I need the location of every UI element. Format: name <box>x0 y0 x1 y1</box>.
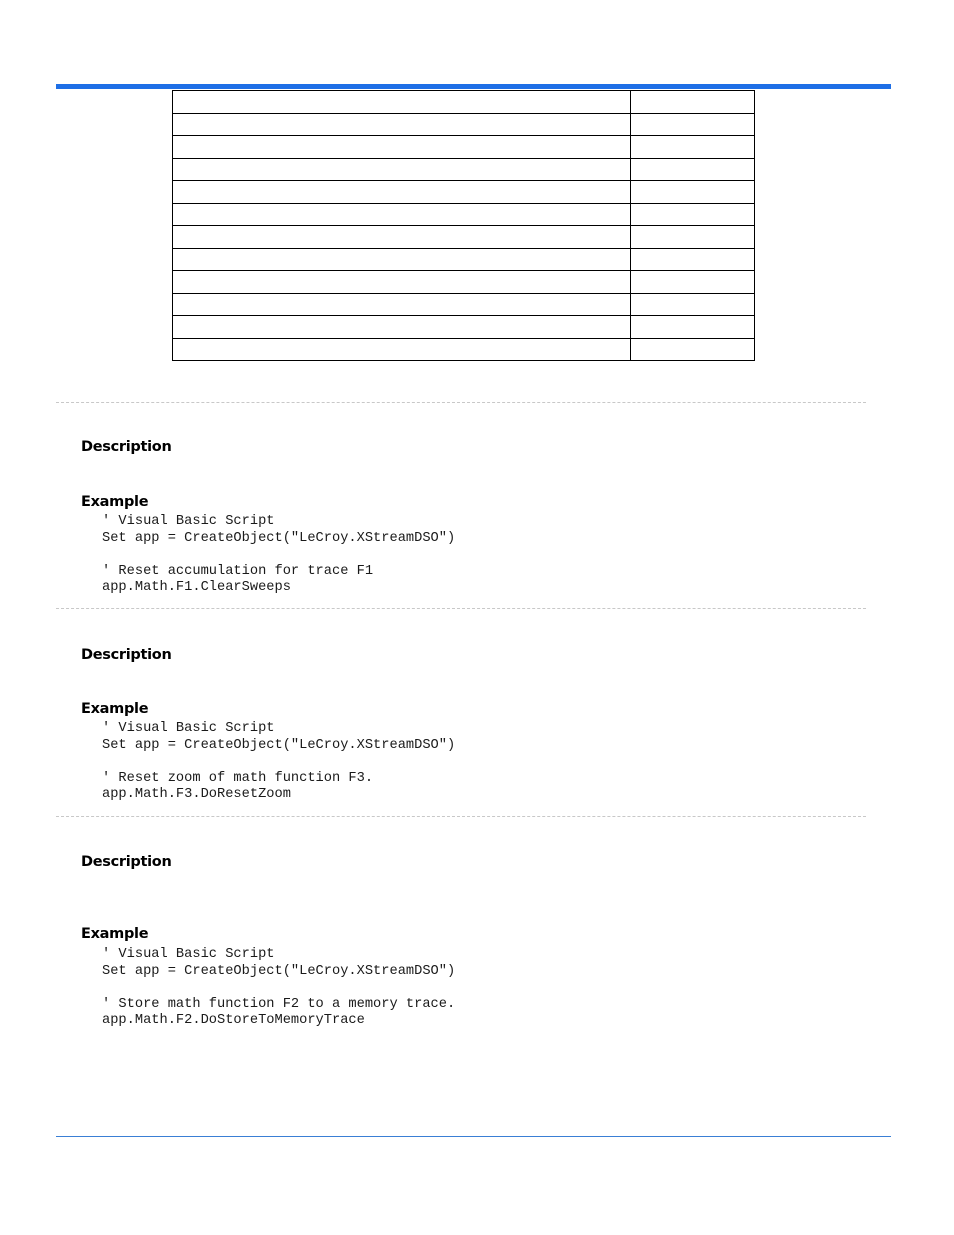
table-cell <box>173 136 631 159</box>
table-cell <box>631 136 755 159</box>
code-comment: ' Store math function F2 to a memory trace. <box>102 996 456 1012</box>
code-blank-line <box>102 754 455 771</box>
table-cell <box>173 293 631 316</box>
example-heading: Example <box>81 494 149 510</box>
table-row <box>173 271 755 294</box>
example-heading: Example <box>81 701 149 717</box>
description-heading: Description <box>81 439 172 455</box>
code-comment: ' Reset accumulation for trace F1 <box>102 563 374 579</box>
table-cell <box>631 158 755 181</box>
code-line: app.Math.F1.ClearSweeps <box>102 580 291 595</box>
code-comment: ' Visual Basic Script <box>102 514 275 529</box>
code-line: Set app = CreateObject("LeCroy.XStreamDSO") <box>102 963 456 979</box>
table-cell <box>631 181 755 204</box>
table-cell <box>631 271 755 294</box>
section-separator <box>56 608 866 609</box>
description-heading: Description <box>81 647 172 663</box>
table-cell <box>173 158 631 181</box>
table-row <box>173 248 755 271</box>
code-example <box>102 514 455 597</box>
section-separator <box>56 816 866 817</box>
table-row <box>173 203 755 226</box>
table-row <box>173 226 755 249</box>
code-example <box>102 721 455 804</box>
table-cell <box>173 248 631 271</box>
table-row <box>173 113 755 136</box>
table-cell <box>173 226 631 249</box>
table-row <box>173 158 755 181</box>
table-cell <box>173 91 631 114</box>
code-line: Set app = CreateObject("LeCroy.XStreamDSO") <box>102 530 456 546</box>
code-line: app.Math.F2.DoStoreToMemoryTrace <box>102 1013 365 1028</box>
code-blank-line <box>102 980 455 997</box>
table-row <box>173 136 755 159</box>
table-row <box>173 338 755 361</box>
table-row <box>173 316 755 339</box>
example-heading: Example <box>81 926 149 942</box>
table-row <box>173 91 755 114</box>
table-cell <box>631 203 755 226</box>
table-cell <box>631 248 755 271</box>
table-row <box>173 293 755 316</box>
code-line: app.Math.F3.DoResetZoom <box>102 787 291 802</box>
code-blank-line <box>102 547 455 564</box>
table-cell <box>631 316 755 339</box>
table-row <box>173 181 755 204</box>
table-cell <box>631 338 755 361</box>
footer-rule <box>56 1136 891 1137</box>
code-comment: ' Visual Basic Script <box>102 721 275 736</box>
table-cell <box>173 181 631 204</box>
table-cell <box>631 293 755 316</box>
table-cell <box>631 91 755 114</box>
data-table <box>172 90 755 361</box>
table-cell <box>173 271 631 294</box>
code-comment: ' Visual Basic Script <box>102 947 275 962</box>
section-separator <box>56 402 866 403</box>
table-cell <box>631 113 755 136</box>
code-comment: ' Reset zoom of math function F3. <box>102 770 374 786</box>
table-cell <box>173 203 631 226</box>
description-heading: Description <box>81 854 172 870</box>
table-cell <box>173 316 631 339</box>
header-bar <box>56 84 891 89</box>
code-example <box>102 947 455 1030</box>
table-cell <box>631 226 755 249</box>
table-cell <box>173 113 631 136</box>
code-line: Set app = CreateObject("LeCroy.XStreamDSO") <box>102 737 456 753</box>
table-cell <box>173 338 631 361</box>
